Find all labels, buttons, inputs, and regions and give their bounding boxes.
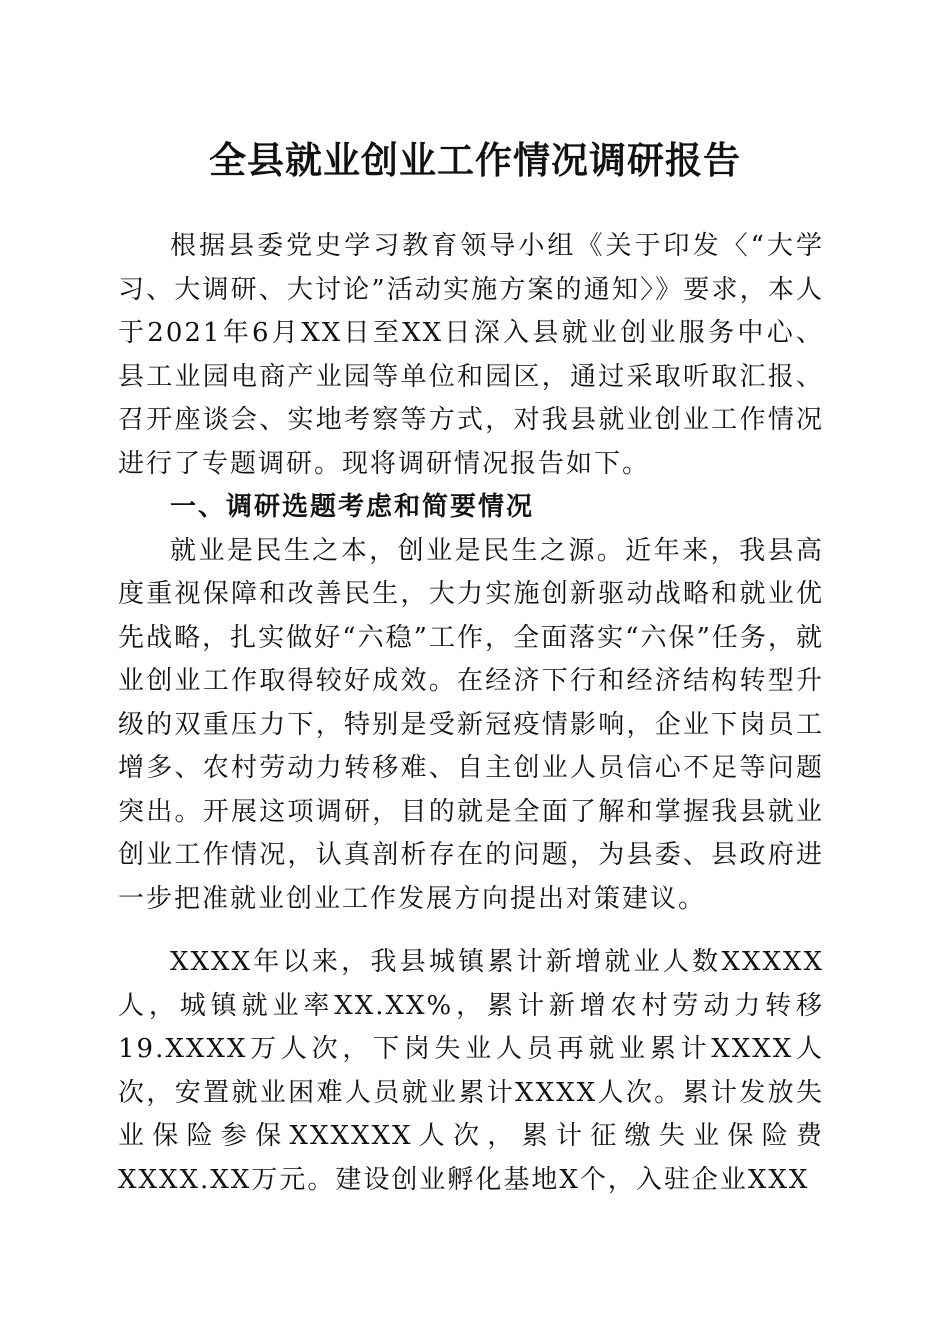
document-title: 全县就业创业工作情况调研报告 [209,138,741,182]
section-1-heading: 一、调研选题考虑和简要情况 [170,492,535,522]
section-1-paragraph-1: 就业是民生之本，创业是民生之源。近年来，我县高度重视保障和改善民生，大力实施创新驱动战略和就业优先战略，扎实做好“六稳”工作，全面落实“六保”任务，就业创业工作取得较好成效。在经济下行和经济结构转型升级的双重压力下，特别是受新冠疫情影响，企业下岗员工增多、农村劳动力转移难、自主创业人员信心不足等问题突出。开展这项调研，目的就是全面了解和掌握我县就业创业工作情况，认真剖析存在的问题，为县委、县政府进一步把准就业创业工作发展方向提出对策建议。 [118,535,824,914]
document-body [118,225,824,1202]
section-1-paragraph-2: XXXX年以来，我县城镇累计新增就业人数XXXXX人，城镇就业率XX.XX%，累计新增农村劳动力转移19.XXXX万人次，下岗失业人员再就业累计XXXX人次，安置就业困难人员就业累计XXXX人次。累计发放失业保险参保XXXXXX人次，累计征缴失业保险费XXXX.XX万元。建设创业孵化基地X个，入驻企业XXX [118,947,824,1195]
intro-paragraph: 根据县委党史学习教育领导小组《关于印发〈“大学习、大调研、大讨论”活动实施方案的通知〉》要求，本人于2021年6月XX日至XX日深入县就业创业服务中心、县工业园电商产业园等单位和园区，通过采取听取汇报、召开座谈会、实地考察等方式，对我县就业创业工作情况进行了专题调研。现将调研情况报告如下。 [118,231,824,479]
